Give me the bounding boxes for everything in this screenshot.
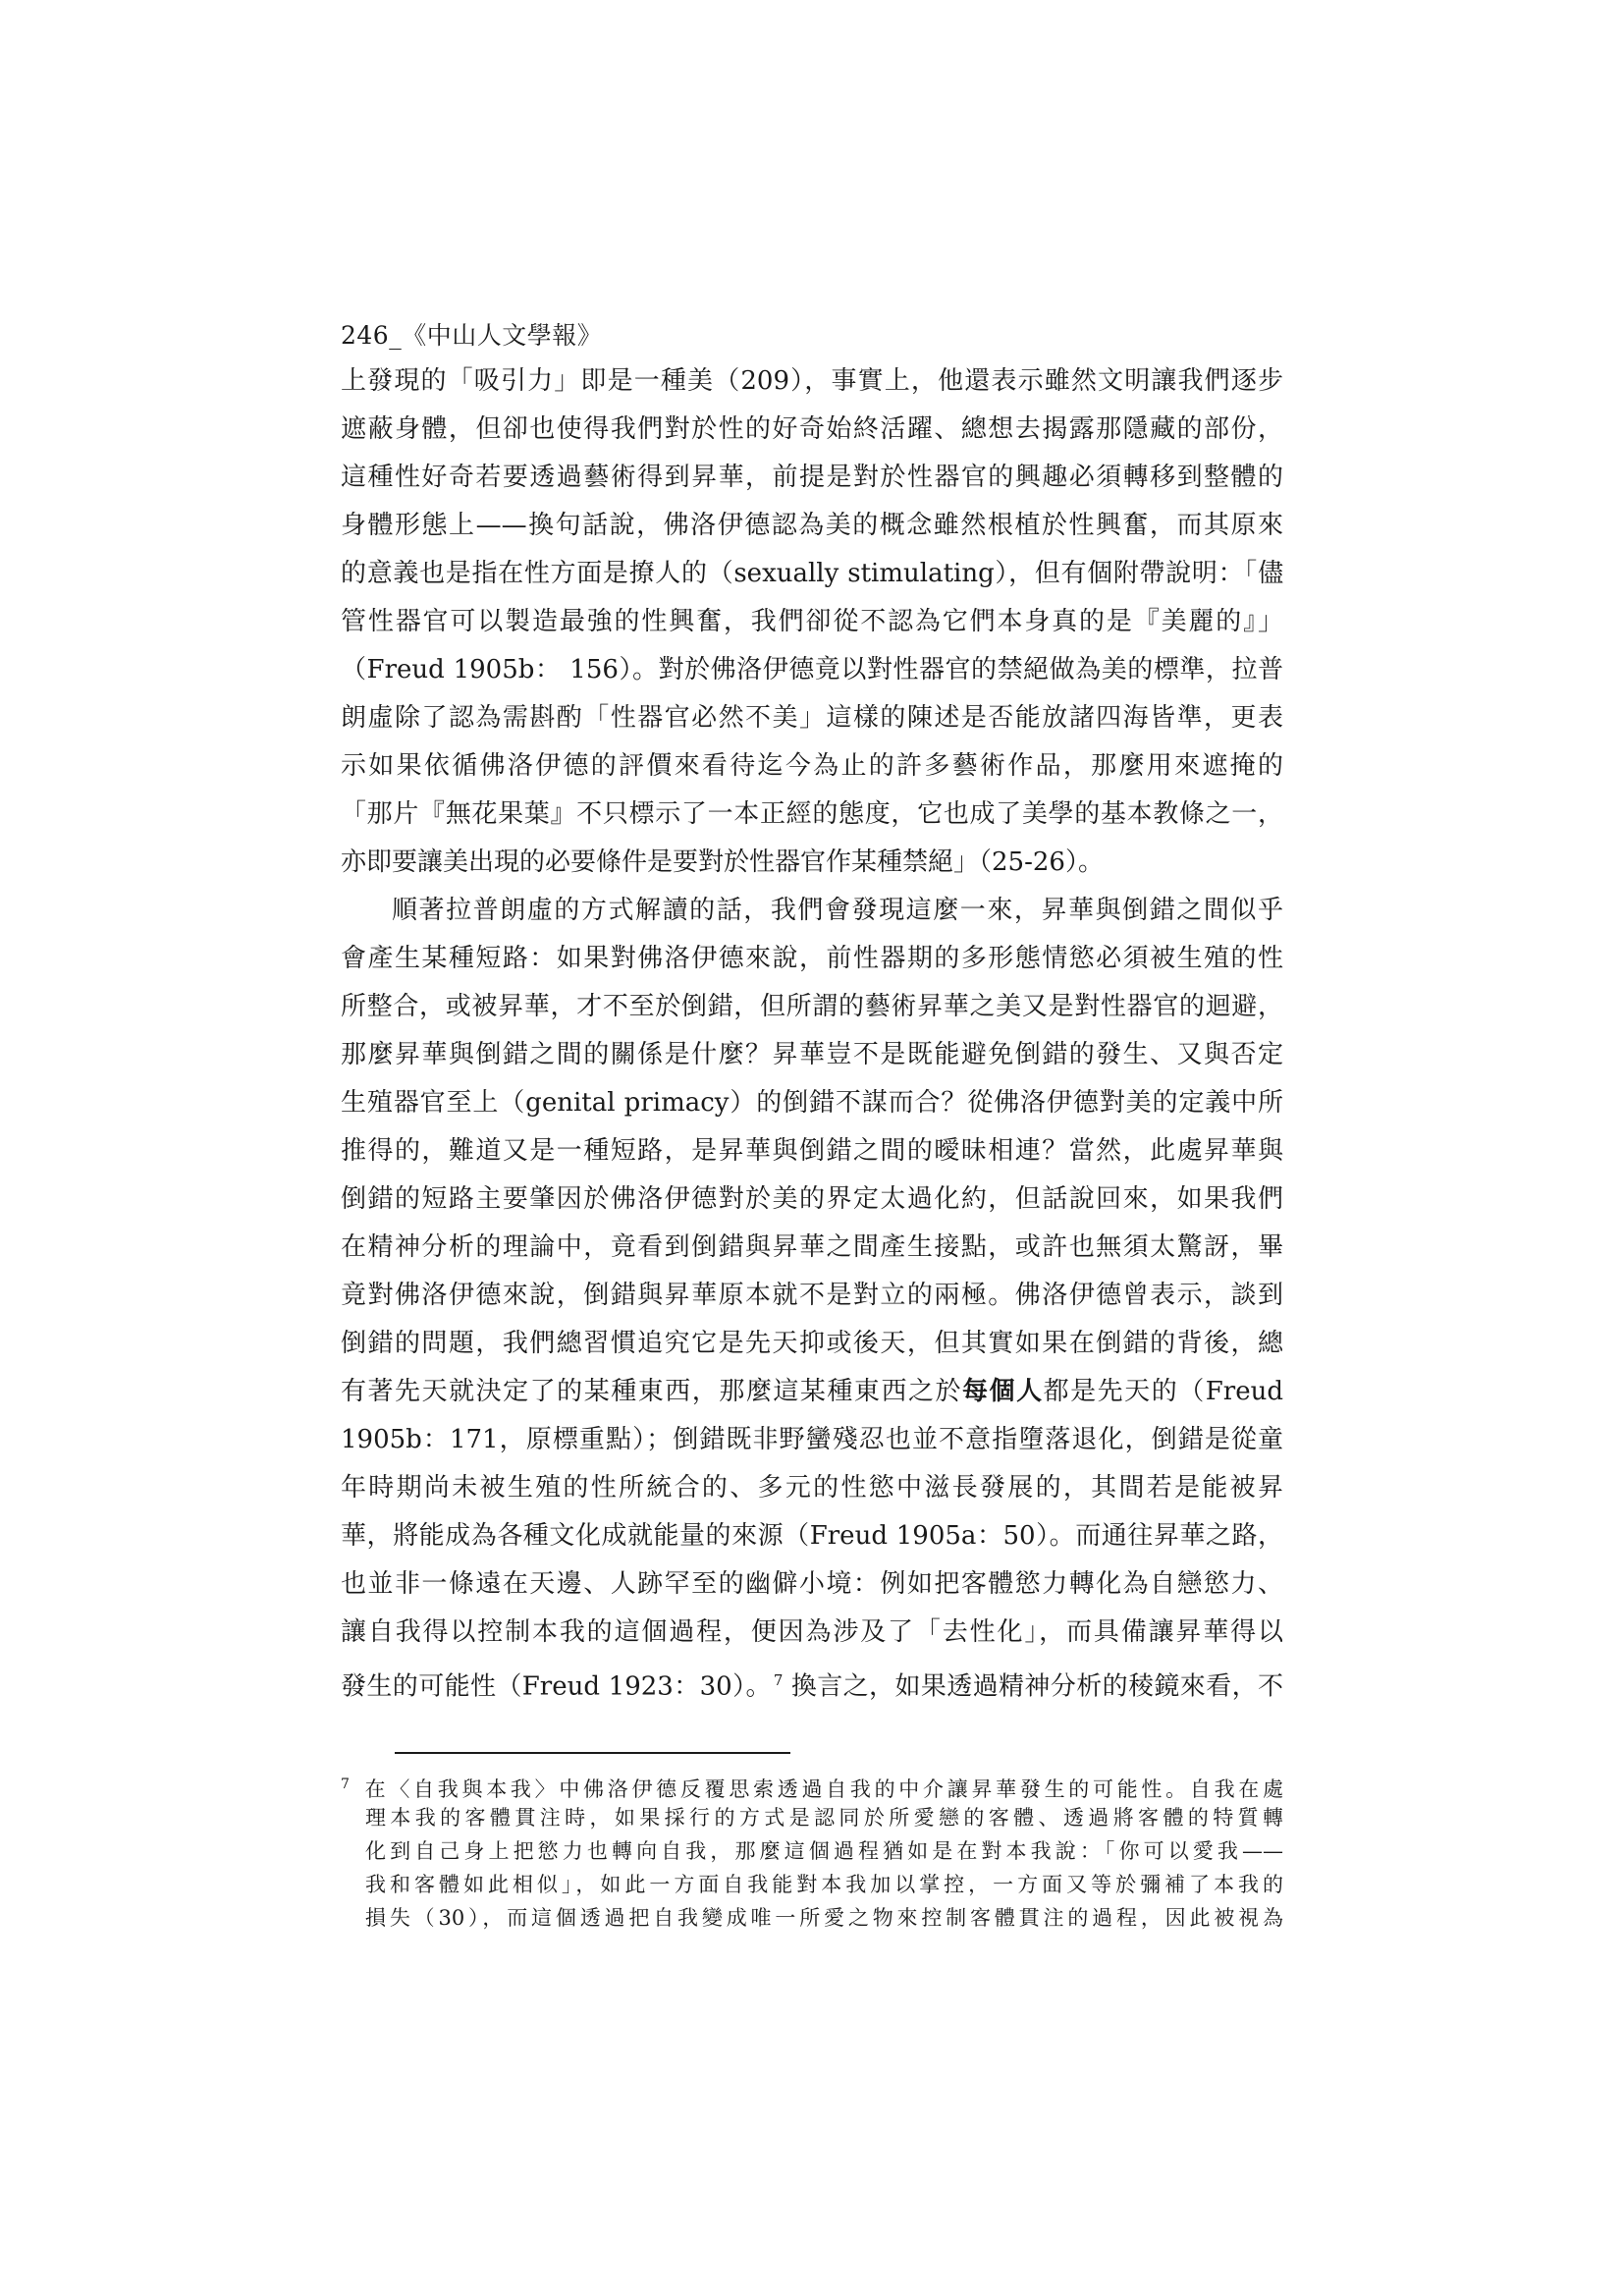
- body-line: 管性器官可以製造最強的性興奮，我們卻從不認為它們本身真的是『美麗的』」: [341, 607, 1283, 636]
- body-line: 年時期尚未被生殖的性所統合的、多元的性慾中滋長發展的，其間若是能被昇: [341, 1473, 1283, 1503]
- body-line: 亦即要讓美出現的必要條件是要對於性器官作某種禁絕」（25-26）。: [341, 847, 1104, 877]
- footnote: [341, 1768, 1283, 1935]
- body-line-with-footnote-ref: [341, 1657, 1283, 1705]
- body-line: 也並非一條遠在天邊、人跡罕至的幽僻小境：例如把客體慾力轉化為自戀慾力、: [341, 1569, 1283, 1599]
- footnote-divider: [395, 1752, 790, 1754]
- body-line: 倒錯的問題，我們總習慣追究它是先天抑或後天，但其實如果在倒錯的背後，總: [341, 1329, 1283, 1358]
- footnote-line: 化到自己身上把慾力也轉向自我，那麼這個過程猶如是在對本我說：「你可以愛我——: [365, 1839, 1283, 1863]
- body-line: 會產生某種短路：如果對佛洛伊德來說，前性器期的多形態情慾必須被生殖的性: [341, 944, 1283, 973]
- footnote-line: 理本我的客體貫注時，如果採行的方式是認同於所愛戀的客體、透過將客體的特質轉: [365, 1806, 1283, 1830]
- body-line-segment: 發生的可能性（Freud 1923：30）。: [341, 1671, 772, 1702]
- body-line: （Freud 1905b： 156）。對於佛洛伊德竟以對性器官的禁絕做為美的標準，拉普: [341, 655, 1283, 684]
- body-line-segment: 有著先天就決定了的某種東西，那麼這某種東西之於: [341, 1377, 963, 1406]
- body-line: 推得的，難道又是一種短路，是昇華與倒錯之間的曖昧相連？當然，此處昇華與: [341, 1136, 1283, 1166]
- body-line: 身體形態上——換句話說，佛洛伊德認為美的概念雖然根植於性興奮，而其原來: [341, 511, 1283, 540]
- footnote-reference[interactable]: 7: [773, 1671, 784, 1689]
- body-line-segment: 都是先天的（Freud: [1043, 1377, 1283, 1406]
- body-line: 生殖器官至上（genital primacy）的倒錯不謀而合？從佛洛伊德對美的定義中所: [341, 1088, 1283, 1118]
- body-line: 的意義也是指在性方面是撩人的（sexually stimulating），但有個附帶說明：「儘: [341, 559, 1283, 588]
- footnote-line: 我和客體如此相似」，如此一方面自我能對本我加以掌控，一方面又等於彌補了本我的: [365, 1873, 1283, 1896]
- body-line: 「那片『無花果葉』不只標示了一本正經的態度，它也成了美學的基本教條之一，: [341, 799, 1283, 829]
- body-line: 華，將能成為各種文化成就能量的來源（Freud 1905a：50）。而通往昇華之路，: [341, 1521, 1283, 1551]
- body-line-with-emphasis: [341, 1368, 1283, 1416]
- body-line: 在精神分析的理論中，竟看到倒錯與昇華之間產生接點，或許也無須太驚訝，畢: [341, 1232, 1283, 1262]
- footnote-line: 損失（30），而這個透過把自我變成唯一所愛之物來控制客體貫注的過程，因此被視為: [365, 1906, 1283, 1930]
- body-line: 朗虛除了認為需斟酌「性器官必然不美」這樣的陳述是否能放諸四海皆準，更表: [341, 703, 1283, 733]
- footnote-line-text: 在〈自我與本我〉中佛洛伊德反覆思索透過自我的中介讓昇華發生的可能性。自我在處: [360, 1777, 1283, 1801]
- body-line: 所整合，或被昇華，才不至於倒錯，但所謂的藝術昇華之美又是對性器官的迴避，: [341, 992, 1283, 1021]
- body-line: 遮蔽身體，但卻也使得我們對於性的好奇始終活躍、總想去揭露那隱藏的部份，: [341, 414, 1283, 444]
- body-line: 倒錯的短路主要肇因於佛洛伊德對於美的界定太過化約，但話說回來，如果我們: [341, 1184, 1283, 1214]
- body-line: 順著拉普朗虛的方式解讀的話，我們會發現這麼一來，昇華與倒錯之間似乎: [392, 896, 1283, 925]
- running-head: 246_《中山人文學報》: [341, 321, 603, 350]
- body-line: 這種性好奇若要透過藝術得到昇華，前提是對於性器官的興趣必須轉移到整體的: [341, 463, 1283, 492]
- body-line: 讓自我得以控制本我的這個過程，便因為涉及了「去性化」，而具備讓昇華得以: [341, 1617, 1283, 1647]
- body-line-segment: 換言之，如果透過精神分析的稜鏡來看，不: [790, 1671, 1283, 1702]
- emphasis-text: 每個人: [962, 1377, 1044, 1406]
- body-line: 那麼昇華與倒錯之間的關係是什麼？昇華豈不是既能避免倒錯的發生、又與否定: [341, 1040, 1283, 1069]
- footnote-marker: 7: [341, 1777, 350, 1792]
- footnote-line: [341, 1768, 1283, 1801]
- body-line: 示如果依循佛洛伊德的評價來看待迄今為止的許多藝術作品，那麼用來遮掩的: [341, 751, 1283, 781]
- body-text: [341, 357, 1283, 1705]
- body-line: 上發現的「吸引力」即是一種美（209），事實上，他還表示雖然文明讓我們逐步: [341, 366, 1283, 396]
- body-line: 竟對佛洛伊德來說，倒錯與昇華原本就不是對立的兩極。佛洛伊德曾表示，談到: [341, 1281, 1283, 1310]
- body-line: 1905b：171，原標重點）；倒錯既非野蠻殘忍也並不意指墮落退化，倒錯是從童: [341, 1425, 1283, 1454]
